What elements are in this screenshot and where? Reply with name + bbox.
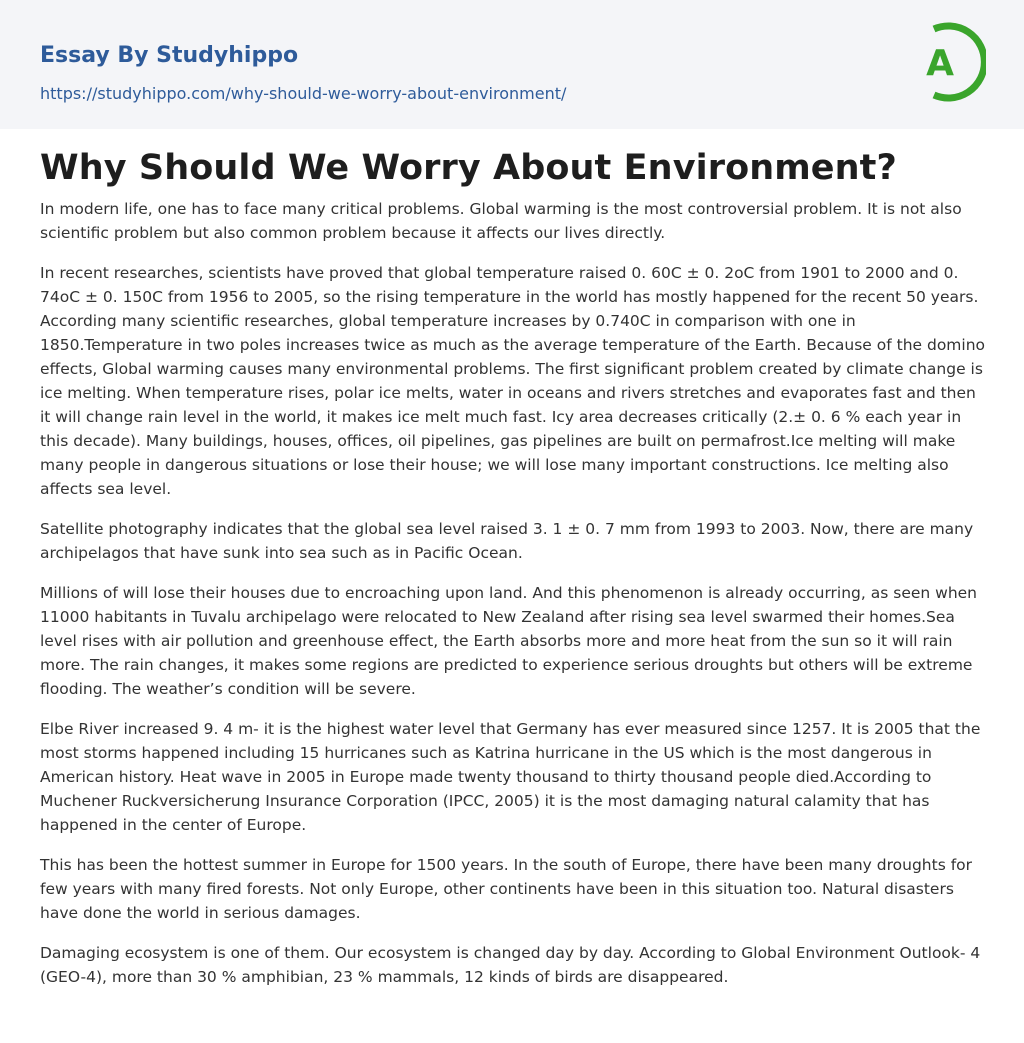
- article-paragraph: Damaging ecosystem is one of them. Our ecosystem is changed day by day. According to Global Environment Outlook- 4 (GEO-4), more than 30 % amphibian, 23 % mammals, 12 kinds of birds are disappeared.: [40, 944, 981, 986]
- article-paragraph: In recent researches, scientists have proved that global temperature raised 0. 60C ± 0. 2oC from 1901 to 2000 and 0. 74oC ± 0. 150C from 1956 to 2005, so the rising temperature in the world has mostly happened for the recent 50 years. According many scientific researches, global temperature increases by 0.740C in comparison with one in 1850.Temperature in two poles increases twice as much as the average temperature of the Earth. Because of the domino effects, Global warming causes many environmental problems. The first significant problem created by climate change is ice melting. When temperature rises, polar ice melts, water in oceans and rivers stretches and evaporates fast and then it will change rain level in the world, it makes ice melt much fast. Icy area decreases critically (2.± 0. 6 % each year in this decade). Many buildings, houses, offices, oil pipelines, gas pipelines are built on permafrost.Ice melting will make many people in dangerous situations or lose their house; we will lose many important constructions. Ice melting also affects sea level.: [40, 264, 986, 498]
- logo-letter: A: [926, 43, 954, 84]
- article-content: [0, 129, 1024, 989]
- studyhippo-logo-icon[interactable]: [912, 19, 986, 105]
- article-paragraph: In modern life, one has to face many critical problems. Global warming is the most controversial problem. It is not also scientific problem but also common problem because it affects our lives directly.: [40, 200, 962, 242]
- article-paragraph: This has been the hottest summer in Europe for 1500 years. In the south of Europe, there have been many droughts for few years with many fired forests. Not only Europe, other continents have been in this situation too. Natural disasters have done the world in serious damages.: [40, 856, 973, 922]
- article-paragraph: Elbe River increased 9. 4 m- it is the highest water level that Germany has ever measured since 1257. It is 2005 that the most storms happened including 15 hurricanes such as Katrina hurricane in the US which is the most dangerous in American history. Heat wave in 2005 in Europe made twenty thousand to thirty thousand people died.According to Muchener Ruckversicherung Insurance Corporation (IPCC, 2005) it is the most damaging natural calamity that has happened in the center of Europe.: [40, 720, 981, 834]
- article-paragraph: Satellite photography indicates that the global sea level raised 3. 1 ± 0. 7 mm from 1993 to 2003. Now, there are many archipelagos that have sunk into sea such as in Pacific Ocean.: [40, 520, 974, 562]
- article-title: Why Should We Worry About Environment?: [40, 148, 897, 188]
- article-url-link[interactable]: https://studyhippo.com/why-should-we-worry-about-environment/: [40, 84, 567, 103]
- site-header: [0, 0, 1024, 129]
- brand-title: Essay By Studyhippo: [40, 43, 299, 68]
- article-paragraph: Millions of will lose their houses due to encroaching upon land. And this phenomenon is already occurring, as seen when 11000 habitants in Tuvalu archipelago were relocated to New Zealand after rising sea level swarmed their homes.Sea level rises with air pollution and greenhouse effect, the Earth absorbs more and more heat from the sun so it will rain more. The rain changes, it makes some regions are predicted to experience serious droughts but others will be extreme flooding. The weather’s condition will be severe.: [40, 584, 978, 698]
